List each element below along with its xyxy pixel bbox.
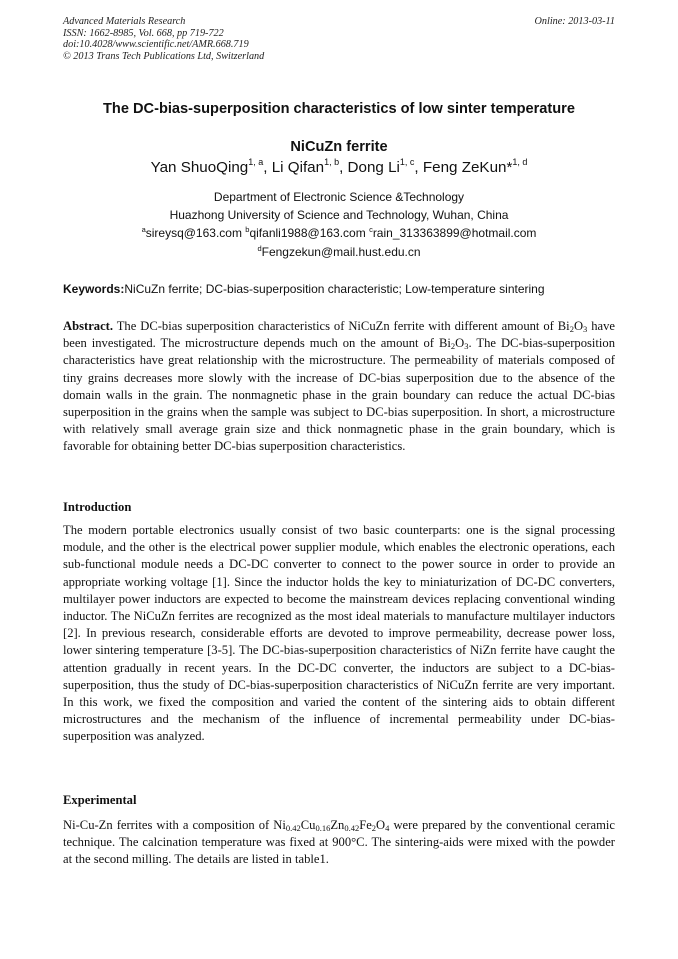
title-line-1: The DC-bias-superposition characteristics of low sinter temperature	[103, 101, 575, 117]
journal-name: Advanced Materials Research	[63, 16, 186, 27]
abstract-text: The DC-bias superposition characteristics of NiCuZn ferrite with different amount of Bi	[113, 319, 570, 333]
introduction-heading: Introduction	[63, 500, 132, 514]
abstract	[63, 318, 615, 456]
author-name: Yan ShuoQing	[150, 159, 249, 176]
author-list	[40, 158, 638, 178]
subscript: 2	[569, 324, 574, 334]
email-address: Fengzekun@mail.hust.edu.cn	[261, 244, 421, 259]
email-sup: b	[245, 225, 250, 235]
subscript: 0.42	[285, 823, 301, 833]
body-text: O	[376, 818, 386, 832]
author-separator: ,	[339, 159, 348, 176]
author-separator: ,	[263, 159, 272, 176]
doi-line: doi:10.4028/www.scientific.net/AMR.668.719	[63, 39, 249, 50]
issn-line: ISSN: 1662-8985, Vol. 668, pp 719-722	[63, 27, 224, 39]
author-sup: 1, b	[324, 157, 340, 167]
abstract-text: have been investigated. The microstructure depends much on the amount of Bi	[63, 319, 616, 351]
author-sup: 1, d	[512, 157, 528, 167]
keywords	[63, 281, 615, 297]
introduction-body: The modern portable electronics usually consist of two basic counterparts: one is the signal processing module, and the other is the electrical power supplier module, which enables the electronic operations, each sub-functional module needs a DC-DC converter to connect to the power source in order to provide an appropriate working voltage [1]. Since the inductor holds the key to miniaturization of DC-DC converters, multilayer power inductors are expected to become the mainstream devices replacing conventional winding inductor. The NiCuZn ferrites are recognized as the most ideal materials to manufacture multilayer inductors [2]. In previous research, considerable efforts are devoted to improve permeability, decrease power loss, lower sintering temperature [3-5]. The DC-bias-superposition characteristics of NiZn ferrite have caught the attention gradually in recent years. In the DC-DC converter, the inductors are subject to a DC-bias-superposition, thus the study of DC-bias-superposition characteristics of NiCuZn ferrite are very important. In this work, we fixed the composition and varied the content of the sintering aids to obtain different microstructures and the mechanism of the influence of incremental permeability under DC-bias- superposition was analyzed.	[63, 523, 615, 744]
email-address: rain_313363899@hotmail.com	[372, 226, 537, 241]
body-text: Zn	[330, 818, 345, 832]
author-sup: 1, a	[248, 157, 264, 167]
subscript: 0.16	[315, 823, 331, 833]
author-separator: ,	[414, 159, 423, 176]
experimental-body	[63, 817, 615, 869]
subscript: 0.42	[344, 823, 360, 833]
university: Huazhong University of Science and Technology, Wuhan, China	[169, 208, 509, 223]
subscript: 2	[450, 341, 456, 352]
author-name: Li Qifan	[271, 159, 325, 176]
keywords-label: Keywords:	[63, 282, 125, 296]
title-line-2: NiCuZn ferrite	[290, 139, 388, 155]
subscript: 3	[583, 324, 588, 334]
author-name: Dong Li	[347, 159, 400, 176]
body-text: Ni-Cu-Zn ferrites with a composition of Ni	[63, 818, 286, 832]
experimental-heading: Experimental	[63, 793, 137, 807]
email-address: sireysq@163.com	[145, 226, 246, 241]
department: Department of Electronic Science &Technology	[213, 190, 465, 204]
copyright-line: © 2013 Trans Tech Publications Ltd, Switzerland	[63, 50, 265, 62]
abstract-label: Abstract.	[63, 319, 114, 333]
author-name: Feng ZeKun*	[422, 159, 513, 176]
affiliation-block	[40, 188, 638, 261]
subscript: 2	[371, 823, 377, 833]
abstract-text: O	[455, 336, 465, 351]
paper-title	[40, 90, 638, 166]
subscript: 3	[464, 341, 469, 352]
abstract-text: O	[573, 319, 584, 333]
running-header	[63, 16, 615, 62]
online-date: Online: 2013-03-11	[534, 16, 615, 27]
email-sup: a	[141, 225, 146, 235]
author-sup: 1, c	[399, 157, 415, 167]
email-sup: d	[257, 243, 262, 253]
body-text: were prepared by the conventional ceramic technique. The calcination temperature was fixed at 900°C. The sintering-aids were mixed with the powder at the second milling. The details are listed in table1.	[63, 818, 615, 867]
email-line-2	[40, 243, 638, 261]
body-text: Fe	[359, 818, 372, 832]
email-sup: c	[369, 225, 373, 235]
body-text: Cu	[300, 818, 316, 832]
keywords-text: NiCuZn ferrite; DC-bias-superposition characteristic; Low-temperature sintering	[124, 282, 545, 296]
email-address: qifanli1988@163.com	[249, 226, 370, 241]
abstract-text: . The DC-bias-superposition characteristics have great relationship with the microstructure. The permeability of materials composed of tiny grains decreases more slowly with the increase of DC-bias superposition due to the absence of the domain walls in the grain. The nonmagnetic phase in the grain boundary can reduce the actual DC-bias superposition in the grains when the sample was subject to DC-bias superposition. In short, a microstructure with relatively small average grain size and thick nonmagnetic phase in the grain boundary, which is favorable for obtaining better DC-bias superposition characteristics.	[63, 336, 615, 454]
email-line-1	[40, 224, 638, 242]
subscript: 4	[385, 823, 390, 833]
